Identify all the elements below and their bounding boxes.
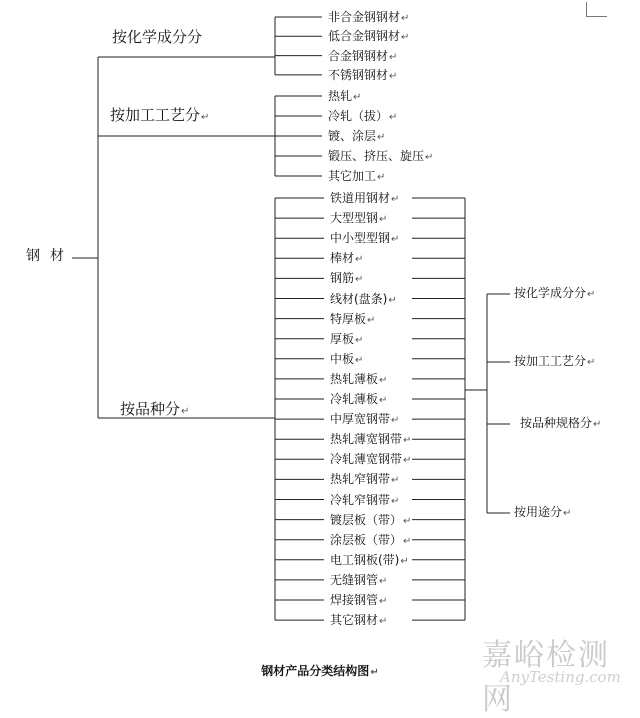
branch-label-0-text: 按化学成分分: [112, 28, 203, 46]
item-label-text: 锻压、挤压、旋压: [328, 149, 425, 163]
item-label-text: 低合金钢钢材: [328, 29, 401, 44]
caption-text: 钢材产品分类结构图: [261, 664, 370, 678]
item-label: [330, 192, 399, 205]
item-label: [330, 393, 387, 406]
paragraph-mark: ↵: [391, 194, 400, 205]
paragraph-mark: ↵: [379, 374, 388, 386]
item-label: [330, 433, 411, 446]
item-label-text: 棒材: [330, 251, 355, 266]
paragraph-mark: ↵: [379, 395, 388, 406]
paragraph-mark: ↵: [379, 616, 388, 628]
branch-label-1-text: 按加工工艺分: [110, 106, 201, 124]
item-label: [330, 473, 399, 486]
paragraph-mark: ↵: [355, 354, 364, 366]
item-label-text: 冷轧（拔）: [328, 109, 389, 123]
paragraph-mark: ↵: [401, 13, 410, 24]
item-label: [330, 614, 387, 627]
item-label-text: 中厚宽钢带: [330, 412, 391, 427]
item-label: [330, 453, 411, 466]
paragraph-mark: ↵: [201, 112, 210, 123]
item-label-text: 涂层板（带）: [330, 532, 403, 547]
right-label-1: [514, 355, 595, 368]
item-label-text: 大型型钢: [330, 211, 379, 226]
item-label: [328, 50, 397, 63]
item-label: [330, 353, 363, 366]
paragraph-mark: ↵: [370, 667, 379, 678]
item-label-text: 镀层板（带）: [330, 512, 403, 527]
paragraph-mark: ↵: [425, 152, 434, 163]
item-label: [330, 252, 363, 265]
paragraph-mark: ↵: [355, 334, 364, 346]
item-label: [328, 90, 361, 103]
item-label-text: 热轧薄板: [330, 371, 379, 386]
item-label: [330, 293, 397, 306]
item-label-text: 热轧: [328, 89, 353, 103]
item-label: [328, 11, 409, 24]
paragraph-mark: ↵: [403, 455, 412, 467]
item-label-text: 非合金钢钢材: [328, 10, 401, 24]
right-label-2-text: 按品种规格分: [520, 416, 593, 430]
paragraph-mark: ↵: [587, 289, 596, 300]
item-label: [330, 514, 411, 527]
item-label: [330, 272, 363, 285]
item-label-text: 厚板: [330, 331, 355, 346]
paragraph-mark: ↵: [379, 596, 388, 607]
item-label: [328, 69, 397, 82]
paragraph-mark: ↵: [377, 132, 386, 143]
item-label: [330, 534, 411, 547]
item-label-text: 冷轧薄板: [330, 392, 379, 406]
item-label-text: 镀、涂层: [328, 129, 377, 143]
item-label: [330, 574, 387, 587]
paragraph-mark: ↵: [367, 314, 376, 326]
paragraph-mark: ↵: [391, 495, 400, 507]
paragraph-mark: ↵: [403, 535, 412, 547]
item-label-text: 其它加工: [328, 169, 377, 183]
item-label: [328, 130, 385, 143]
item-label-text: 无缝钢管: [330, 572, 379, 587]
paragraph-mark: ↵: [355, 254, 364, 266]
paragraph-mark: ↵: [388, 294, 397, 306]
item-label-text: 铁道用钢材: [330, 191, 391, 205]
paragraph-mark: ↵: [593, 419, 602, 430]
item-label: [330, 232, 399, 245]
item-label: [328, 110, 397, 123]
branch-label-1: [110, 108, 209, 123]
item-label-text: 热轧窄钢带: [330, 472, 391, 487]
paragraph-mark: ↵: [377, 172, 386, 183]
root-label: 钢材: [26, 248, 74, 264]
branch-label-2: [120, 402, 189, 417]
item-label: [330, 373, 387, 386]
paragraph-mark: ↵: [391, 234, 400, 246]
branch-label-2-text: 按品种分: [120, 400, 181, 418]
item-label: [328, 170, 385, 183]
right-label-3: [514, 506, 571, 519]
item-label-text: 中小型型钢: [330, 231, 391, 246]
item-label-text: 其它钢材: [330, 613, 379, 628]
right-label-0-text: 按化学成分分: [514, 286, 587, 300]
paragraph-mark: ↵: [389, 70, 398, 82]
item-label-text: 电工钢板(带): [330, 552, 400, 567]
item-label: [328, 150, 433, 163]
item-label-text: 焊接钢管: [330, 593, 379, 607]
right-label-1-text: 按加工工艺分: [514, 354, 587, 368]
item-label-text: 线材(盘条): [330, 291, 388, 306]
item-label-text: 不锈钢钢材: [328, 67, 389, 82]
paragraph-mark: ↵: [403, 435, 412, 447]
paragraph-mark: ↵: [181, 406, 190, 417]
paragraph-mark: ↵: [355, 274, 364, 286]
item-label-text: 钢筋: [330, 271, 355, 286]
paragraph-mark: ↵: [400, 555, 409, 567]
paragraph-mark: ↵: [391, 415, 400, 427]
item-label-text: 中板: [330, 351, 355, 366]
item-label-text: 冷轧窄钢带: [330, 492, 391, 507]
right-label-2: [520, 417, 601, 430]
item-label-text: 特厚板: [330, 311, 367, 326]
paragraph-mark: ↵: [389, 51, 398, 63]
item-label: [330, 333, 363, 346]
item-label-text: 合金钢钢材: [328, 48, 389, 63]
right-label-3-text: 按用途分: [514, 505, 563, 519]
right-label-0: [514, 287, 595, 300]
paragraph-mark: ↵: [353, 92, 362, 103]
branch-label-0: [112, 30, 202, 45]
item-label: [330, 413, 399, 426]
paragraph-mark: ↵: [379, 214, 388, 226]
page-corner-mark: [586, 2, 607, 17]
item-label: [328, 30, 409, 43]
item-label: [330, 554, 409, 567]
item-label-text: 热轧薄宽钢带: [330, 432, 403, 447]
paragraph-mark: ↵: [587, 357, 596, 368]
paragraph-mark: ↵: [401, 32, 410, 44]
paragraph-mark: ↵: [389, 112, 398, 123]
item-label: [330, 594, 387, 607]
paragraph-mark: ↵: [379, 575, 388, 587]
paragraph-mark: ↵: [403, 515, 412, 527]
paragraph-mark: ↵: [391, 475, 400, 487]
item-label: [330, 494, 399, 507]
paragraph-mark: ↵: [563, 508, 572, 519]
item-label: [330, 212, 387, 225]
watermark-en: AnyTesting.com: [500, 668, 621, 686]
watermark-cn: 嘉峪检测网: [482, 638, 610, 717]
item-label-text: 冷轧薄宽钢带: [330, 452, 403, 467]
item-label: [330, 313, 375, 326]
